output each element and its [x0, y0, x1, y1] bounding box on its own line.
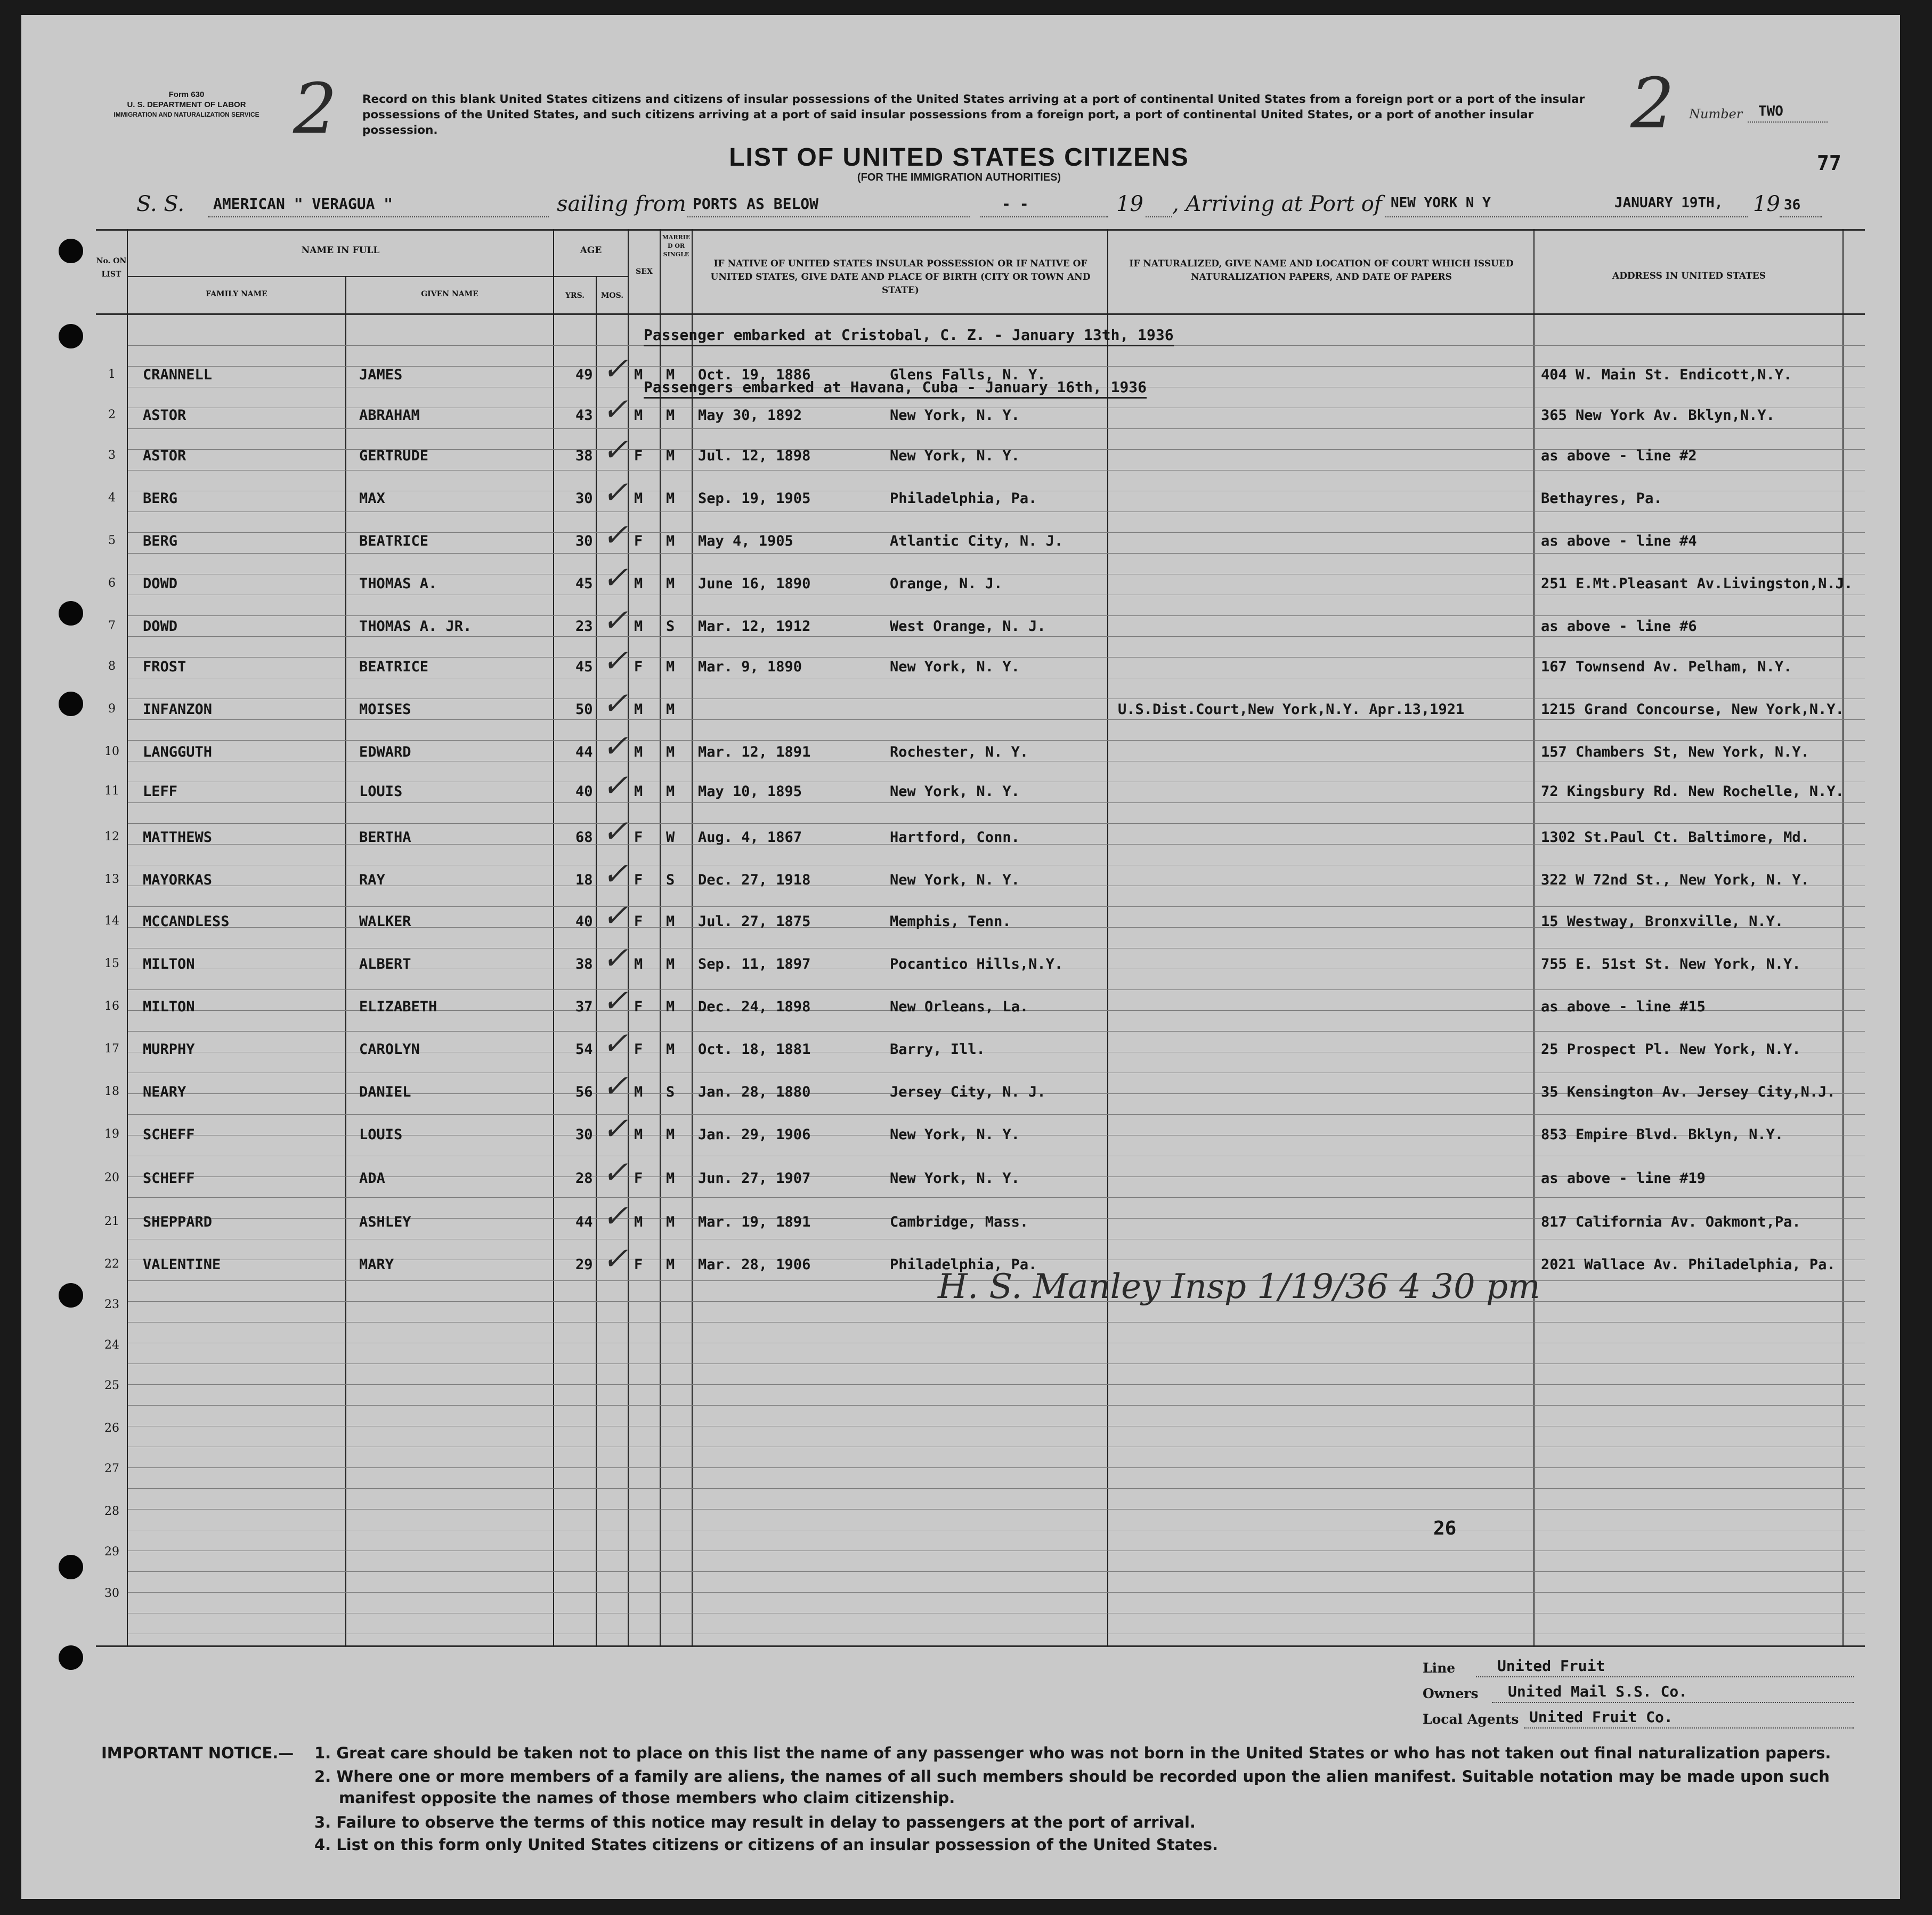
col-married-or-single: MARRIED OR SINGLE	[662, 234, 691, 258]
notice-item-2-cont: manifest opposite the names of those members who claim citizenship.	[339, 1789, 955, 1807]
family-name: BERG	[143, 533, 178, 549]
line-label: Line	[1423, 1660, 1456, 1676]
binder-hole	[59, 601, 83, 626]
birth-date: Jul. 27, 1875	[698, 913, 811, 930]
given-name: THOMAS A. JR.	[359, 618, 472, 635]
line-number: 9	[108, 702, 116, 716]
line-number: 21	[104, 1215, 119, 1228]
given-name: MOISES	[359, 701, 411, 718]
age: 54	[575, 1041, 593, 1058]
year-prefix: 19	[1116, 192, 1143, 216]
address: 15 Westway, Bronxville, N.Y.	[1541, 913, 1784, 930]
birth-place: Philadelphia, Pa.	[890, 1256, 1037, 1273]
birth-date: Mar. 12, 1912	[698, 618, 811, 635]
marital-status: M	[666, 659, 675, 675]
form-number: Form 630	[168, 90, 205, 99]
address: 1302 St.Paul Ct. Baltimore, Md.	[1541, 829, 1809, 846]
sailing-label: sailing from	[557, 192, 686, 216]
sex: M	[634, 744, 643, 760]
handwritten-mark-right: 2	[1630, 63, 1675, 144]
line-number: 25	[104, 1379, 119, 1392]
age: 37	[575, 999, 593, 1015]
age: 43	[575, 407, 593, 424]
line-number: 3	[108, 449, 116, 462]
check-mark-icon: ✓	[602, 1240, 628, 1277]
birth-date: Mar. 9, 1890	[698, 659, 802, 675]
marital-status: M	[666, 407, 675, 424]
owners-label: Owners	[1423, 1686, 1479, 1701]
birth-date: Mar. 19, 1891	[698, 1214, 811, 1230]
birth-date: May 4, 1905	[698, 533, 793, 549]
sex: M	[634, 575, 643, 592]
line-number: 1	[108, 368, 116, 381]
check-mark-icon: ✓	[602, 1198, 628, 1234]
sex: F	[634, 913, 643, 930]
birth-place: Cambridge, Mass.	[890, 1214, 1029, 1230]
birth-place: New York, N. Y.	[890, 1126, 1020, 1143]
check-mark-icon: ✓	[602, 517, 628, 553]
family-name: ASTOR	[143, 448, 186, 464]
age: 30	[575, 533, 593, 549]
marital-status: M	[666, 701, 675, 718]
birth-place: Philadelphia, Pa.	[890, 490, 1037, 507]
family-name: SHEPPARD	[143, 1214, 213, 1230]
age: 45	[575, 659, 593, 675]
address: Bethayres, Pa.	[1541, 490, 1662, 507]
line-number: 22	[104, 1257, 119, 1271]
naturalization: U.S.Dist.Court,New York,N.Y. Apr.13,1921	[1118, 701, 1465, 718]
binder-hole	[59, 692, 83, 716]
address: 322 W 72nd St., New York, N. Y.	[1541, 872, 1809, 888]
sex: F	[634, 999, 643, 1015]
given-name: ASHLEY	[359, 1214, 411, 1230]
marital-status: M	[666, 1214, 675, 1230]
department-name: U. S. DEPARTMENT OF LABOR	[127, 100, 246, 109]
address: 251 E.Mt.Pleasant Av.Livingston,N.J.	[1541, 575, 1853, 592]
line-number: 17	[104, 1042, 119, 1056]
age: 38	[575, 956, 593, 972]
age: 40	[575, 783, 593, 800]
check-mark-icon: ✓	[602, 1154, 628, 1190]
birth-date: Jan. 28, 1880	[698, 1084, 811, 1100]
family-name: INFANZON	[143, 701, 213, 718]
marital-status: M	[666, 999, 675, 1015]
marital-status: M	[666, 490, 675, 507]
birth-date: Mar. 12, 1891	[698, 744, 811, 760]
address: 25 Prospect Pl. New York, N.Y.	[1541, 1041, 1801, 1058]
sex: F	[634, 829, 643, 846]
birth-date: Dec. 24, 1898	[698, 999, 811, 1015]
age: 18	[575, 872, 593, 888]
birth-place: Pocantico Hills,N.Y.	[890, 956, 1064, 972]
given-name: THOMAS A.	[359, 575, 437, 592]
age: 68	[575, 829, 593, 846]
birth-date: Sep. 19, 1905	[698, 490, 811, 507]
line-value: United Fruit	[1497, 1657, 1605, 1675]
sex: F	[634, 448, 643, 464]
sex: M	[634, 783, 643, 800]
birth-date: Sep. 11, 1897	[698, 956, 811, 972]
marital-status: M	[666, 744, 675, 760]
given-name: ADA	[359, 1170, 385, 1187]
col-yrs: YRS.	[565, 291, 585, 300]
address: 404 W. Main St. Endicott,N.Y.	[1541, 367, 1792, 383]
birth-place: New York, N. Y.	[890, 1170, 1020, 1187]
birth-place: Memphis, Tenn.	[890, 913, 1011, 930]
family-name: BERG	[143, 490, 178, 507]
table-header-rule	[96, 313, 1865, 315]
given-name: JAMES	[359, 367, 403, 383]
service-name: IMMIGRATION AND NATURALIZATION SERVICE	[113, 111, 259, 118]
marital-status: M	[666, 1170, 675, 1187]
address: 35 Kensington Av. Jersey City,N.J.	[1541, 1084, 1836, 1100]
check-mark-icon: ✓	[602, 643, 628, 679]
family-name: MAYORKAS	[143, 872, 213, 888]
binder-hole	[59, 1555, 83, 1579]
birth-place: Rochester, N. Y.	[890, 744, 1029, 760]
address: 853 Empire Blvd. Bklyn, N.Y.	[1541, 1126, 1784, 1143]
sex: M	[634, 618, 643, 635]
given-name: ABRAHAM	[359, 407, 420, 424]
line-number: 19	[104, 1127, 119, 1141]
binder-hole	[59, 1645, 83, 1670]
embarkation-note: Passengers embarked at Havana, Cuba - January 16th, 1936	[644, 378, 1147, 399]
birth-place: Hartford, Conn.	[890, 829, 1020, 846]
given-name: LOUIS	[359, 783, 403, 800]
check-mark-icon: ✓	[602, 685, 628, 721]
birth-place: New York, N. Y.	[890, 783, 1020, 800]
col-mos: MOS.	[600, 291, 624, 300]
address: 365 New York Av. Bklyn,N.Y.	[1541, 407, 1775, 424]
birth-date: Jul. 12, 1898	[698, 448, 811, 464]
age: 44	[575, 744, 593, 760]
col-no: No. ON LIST	[96, 257, 127, 279]
line-number: 5	[108, 534, 116, 547]
family-name: DOWD	[143, 575, 178, 592]
age: 30	[575, 1126, 593, 1143]
sex: F	[634, 659, 643, 675]
given-name: ALBERT	[359, 956, 411, 972]
arriving-year-prefix: 19	[1753, 192, 1780, 216]
sex: F	[634, 872, 643, 888]
arriving-date: JANUARY 19TH,	[1614, 195, 1723, 211]
line-number: 16	[104, 1000, 119, 1013]
form-id	[85, 90, 288, 120]
address: 755 E. 51st St. New York, N.Y.	[1541, 956, 1801, 972]
marital-status: M	[666, 448, 675, 464]
sex: M	[634, 701, 643, 718]
line-number: 14	[104, 914, 119, 928]
check-mark-icon: ✓	[602, 1025, 628, 1061]
owners-value: United Mail S.S. Co.	[1508, 1683, 1688, 1700]
line-number: 27	[104, 1462, 119, 1475]
agents-label: Local Agents	[1423, 1711, 1519, 1727]
number-value: TWO	[1758, 103, 1783, 119]
embarkation-note: Passenger embarked at Cristobal, C. Z. - January 13th, 1936	[644, 326, 1174, 346]
binder-hole	[59, 1283, 83, 1308]
sex: F	[634, 1170, 643, 1187]
address: as above - line #4	[1541, 533, 1697, 549]
line-number: 7	[108, 619, 116, 632]
check-mark-icon: ✓	[602, 1068, 628, 1104]
sailing-date: - -	[1002, 195, 1029, 213]
age: 45	[575, 575, 593, 592]
sex: M	[634, 1214, 643, 1230]
address: 817 California Av. Oakmont,Pa.	[1541, 1214, 1801, 1230]
marital-status: S	[666, 618, 675, 635]
line-number: 18	[104, 1085, 119, 1098]
binder-hole	[59, 324, 83, 348]
family-name: VALENTINE	[143, 1256, 221, 1273]
col-sex: SEX	[636, 267, 653, 276]
age: 30	[575, 490, 593, 507]
sex: F	[634, 1041, 643, 1058]
line-number: 10	[104, 745, 119, 758]
marital-status: M	[666, 533, 675, 549]
age: 44	[575, 1214, 593, 1230]
given-name: BERTHA	[359, 829, 411, 846]
line-number: 13	[104, 873, 119, 886]
birth-date: Jun. 27, 1907	[698, 1170, 811, 1187]
birth-date: May 10, 1895	[698, 783, 802, 800]
age: 56	[575, 1084, 593, 1100]
age: 38	[575, 448, 593, 464]
col-age: AGE	[580, 245, 602, 256]
given-name: BEATRICE	[359, 659, 429, 675]
family-name: NEARY	[143, 1084, 186, 1100]
sailing-from: PORTS AS BELOW	[693, 195, 819, 213]
family-name: MURPHY	[143, 1041, 195, 1058]
manifest-sheet	[21, 15, 1900, 1899]
notice-item-3: 3. Failure to observe the terms of this notice may result in delay to passengers at the port of arrival.	[314, 1813, 1196, 1831]
address: 167 Townsend Av. Pelham, N.Y.	[1541, 659, 1792, 675]
inspector-signature: H. S. Manley Insp 1/19/36 4 30 pm	[938, 1267, 1540, 1307]
line-number: 15	[104, 957, 119, 970]
sex: M	[634, 1084, 643, 1100]
birth-place: New York, N. Y.	[890, 407, 1020, 424]
check-mark-icon: ✓	[602, 983, 628, 1019]
birth-place: Orange, N. J.	[890, 575, 1003, 592]
agents-value: United Fruit Co.	[1529, 1708, 1673, 1726]
marital-status: M	[666, 913, 675, 930]
arriving-year: 36	[1784, 197, 1801, 213]
birth-place: New York, N. Y.	[890, 872, 1020, 888]
address: as above - line #6	[1541, 618, 1697, 635]
line-number: 24	[104, 1338, 119, 1352]
family-name: DOWD	[143, 618, 178, 635]
line-number: 30	[104, 1587, 119, 1600]
birth-date: Mar. 28, 1906	[698, 1256, 811, 1273]
given-name: WALKER	[359, 913, 411, 930]
marital-status: M	[666, 367, 675, 383]
check-mark-icon: ✓	[602, 813, 628, 849]
line-number: 28	[104, 1505, 119, 1518]
line-number: 2	[108, 408, 116, 421]
check-mark-icon: ✓	[602, 351, 628, 387]
sex: F	[634, 533, 643, 549]
given-name: CAROLYN	[359, 1041, 420, 1058]
birth-date: June 16, 1890	[698, 575, 811, 592]
check-mark-icon: ✓	[602, 856, 628, 892]
line-number: 8	[108, 660, 116, 673]
intro-text: Record on this blank United States citizens and citizens of insular possessions of the United States arriving at a port of continental United States from a foreign port or a port of the insular possessions of the United States, and such citizens arriving at a port of said insular possessions from a foreign port, a port of continental United States, or a port of another insular possession.	[362, 93, 1585, 137]
check-mark-icon: ✓	[602, 897, 628, 934]
check-mark-icon: ✓	[602, 391, 628, 427]
birth-place: New Orleans, La.	[890, 999, 1029, 1015]
given-name: GERTRUDE	[359, 448, 429, 464]
family-name: MILTON	[143, 999, 195, 1015]
page-mark: 77	[1817, 151, 1841, 175]
birth-date: Oct. 19, 1886	[698, 367, 811, 383]
birth-place: Glens Falls, N. Y.	[890, 367, 1046, 383]
address: 1215 Grand Concourse, New York,N.Y.	[1541, 701, 1844, 718]
address: 2021 Wallace Av. Philadelphia, Pa.	[1541, 1256, 1836, 1273]
sex: M	[634, 956, 643, 972]
marital-status: M	[666, 1256, 675, 1273]
page-subtitle: (FOR THE IMMIGRATION AUTHORITIES)	[857, 172, 1061, 183]
col-naturalized: IF NATURALIZED, GIVE NAME AND LOCATION OF COURT WHICH ISSUED NATURALIZATION PAPERS, AND DATE OF PAPERS	[1129, 258, 1514, 282]
birth-place: Barry, Ill.	[890, 1041, 985, 1058]
check-mark-icon: ✓	[602, 728, 628, 764]
arriving-label: , Arriving at Port of	[1172, 192, 1382, 216]
check-mark-icon: ✓	[602, 432, 628, 468]
sex: M	[634, 490, 643, 507]
address: 72 Kingsbury Rd. New Rochelle, N.Y.	[1541, 783, 1844, 800]
table-top-rule	[96, 229, 1865, 231]
family-name: LEFF	[143, 783, 178, 800]
notice-item-1: 1. Great care should be taken not to place on this list the name of any passenger who was not born in the United States or who has not taken out final naturalization papers.	[314, 1744, 1831, 1762]
line-number: 26	[104, 1422, 119, 1435]
sex: M	[634, 407, 643, 424]
line-number: 23	[104, 1298, 119, 1311]
age: 40	[575, 913, 593, 930]
col-address: ADDRESS IN UNITED STATES	[1612, 271, 1766, 281]
check-mark-icon: ✓	[602, 940, 628, 976]
age: 23	[575, 618, 593, 635]
marital-status: M	[666, 1126, 675, 1143]
notice-heading: IMPORTANT NOTICE.—	[101, 1744, 294, 1762]
age: 28	[575, 1170, 593, 1187]
family-name: ASTOR	[143, 407, 186, 424]
number-label: Number	[1689, 107, 1743, 121]
birth-date: Oct. 18, 1881	[698, 1041, 811, 1058]
given-name: MARY	[359, 1256, 394, 1273]
given-name: ELIZABETH	[359, 999, 437, 1015]
given-name: BEATRICE	[359, 533, 429, 549]
given-name: DANIEL	[359, 1084, 411, 1100]
family-name: MILTON	[143, 956, 195, 972]
col-name-in-full: NAME IN FULL	[301, 245, 380, 256]
family-name: CRANNELL	[143, 367, 213, 383]
marital-status: S	[666, 872, 675, 888]
address: 157 Chambers St, New York, N.Y.	[1541, 744, 1809, 760]
check-mark-icon: ✓	[602, 559, 628, 596]
birth-date: May 30, 1892	[698, 407, 802, 424]
marital-status: M	[666, 575, 675, 592]
line-number: 29	[104, 1545, 119, 1559]
family-name: MATTHEWS	[143, 829, 213, 846]
ss-label: S. S.	[136, 192, 185, 216]
marital-status: M	[666, 956, 675, 972]
binder-hole	[59, 239, 83, 263]
marital-status: W	[666, 829, 675, 846]
family-name: SCHEFF	[143, 1170, 195, 1187]
handwritten-mark-left: 2	[293, 68, 337, 149]
marital-status: M	[666, 1041, 675, 1058]
birth-place: Atlantic City, N. J.	[890, 533, 1064, 549]
sex: F	[634, 1256, 643, 1273]
family-name: SCHEFF	[143, 1126, 195, 1143]
given-name: RAY	[359, 872, 385, 888]
address: as above - line #2	[1541, 448, 1697, 464]
birth-place: West Orange, N. J.	[890, 618, 1046, 635]
check-mark-icon: ✓	[602, 767, 628, 804]
family-name: LANGGUTH	[143, 744, 213, 760]
sex: M	[634, 367, 643, 383]
birth-place: New York, N. Y.	[890, 659, 1020, 675]
family-name: MCCANDLESS	[143, 913, 230, 930]
page-count: 26	[1433, 1518, 1457, 1539]
check-mark-icon: ✓	[602, 1110, 628, 1147]
birth-date: Aug. 4, 1867	[698, 829, 802, 846]
age: 49	[575, 367, 593, 383]
age: 50	[575, 701, 593, 718]
address: as above - line #15	[1541, 999, 1706, 1015]
notice-item-4: 4. List on this form only United States citizens or citizens of an insular possession of the United States.	[314, 1836, 1218, 1854]
notice-item-2: 2. Where one or more members of a family are aliens, the names of all such members should be recorded upon the alien manifest. Suitable notation may be made upon such	[314, 1767, 1830, 1786]
birth-place: New York, N. Y.	[890, 448, 1020, 464]
given-name: LOUIS	[359, 1126, 403, 1143]
check-mark-icon: ✓	[602, 602, 628, 638]
birth-place: Jersey City, N. J.	[890, 1084, 1046, 1100]
ship-name: AMERICAN " VERAGUA "	[213, 195, 393, 213]
given-name: MAX	[359, 490, 385, 507]
col-family-name: FAMILY NAME	[206, 290, 267, 298]
birth-date: Jan. 29, 1906	[698, 1126, 811, 1143]
col-given-name: GIVEN NAME	[421, 290, 478, 298]
sex: M	[634, 1126, 643, 1143]
table-bottom-rule	[96, 1645, 1865, 1647]
line-number: 20	[104, 1171, 119, 1184]
marital-status: M	[666, 783, 675, 800]
line-number: 6	[108, 577, 116, 590]
check-mark-icon: ✓	[602, 474, 628, 510]
page-title: LIST OF UNITED STATES CITIZENS	[729, 143, 1189, 172]
family-name: FROST	[143, 659, 186, 675]
line-number: 4	[108, 491, 116, 505]
address: as above - line #19	[1541, 1170, 1706, 1187]
age: 29	[575, 1256, 593, 1273]
col-birth: IF NATIVE OF UNITED STATES INSULAR POSSESSION OR IF NATIVE OF UNITED STATES, GIVE DATE AND PLACE OF BIRTH (CITY OR TOWN AND STATE)	[710, 258, 1091, 296]
line-number: 11	[104, 784, 119, 798]
given-name: EDWARD	[359, 744, 411, 760]
birth-date: Dec. 27, 1918	[698, 872, 811, 888]
marital-status: S	[666, 1084, 675, 1100]
line-number: 12	[104, 830, 119, 843]
arriving-port: NEW YORK N Y	[1391, 195, 1491, 211]
